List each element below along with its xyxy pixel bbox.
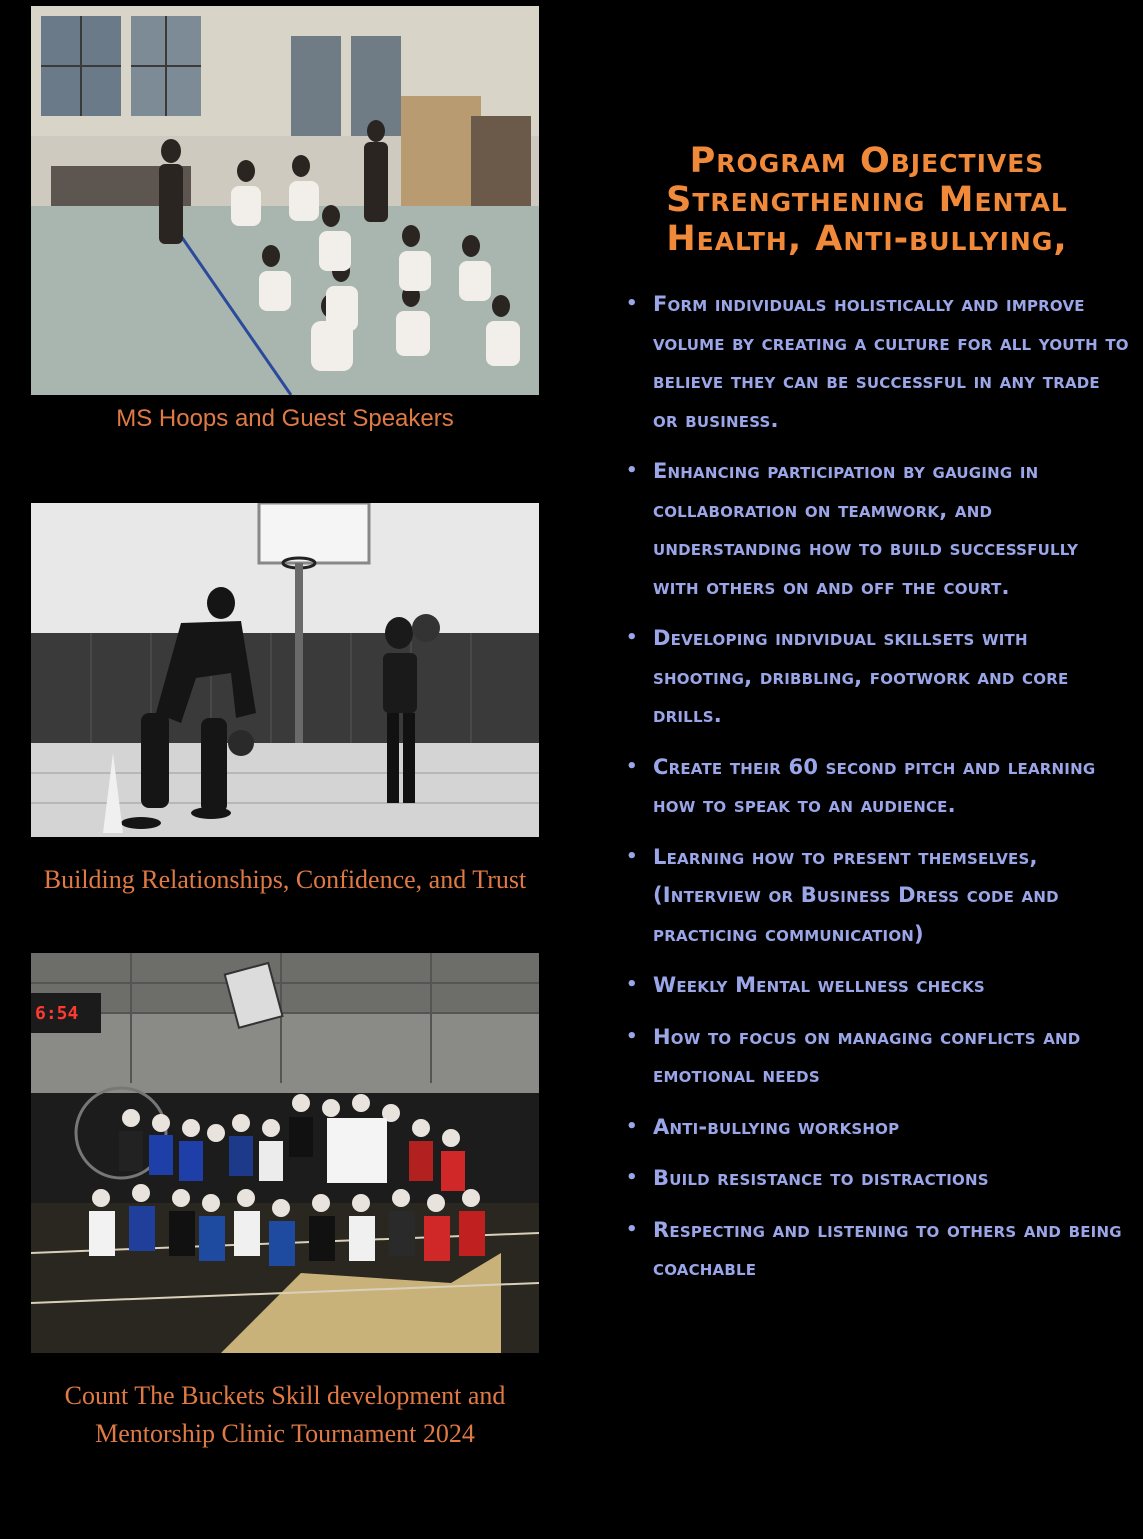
objectives-list	[626, 285, 1131, 1301]
objective-item: • Learning how to present themselves, (Interview or Business Dress code and practicing communication)	[626, 838, 1131, 954]
tournament-caption: Count The Buckets Skill development and Mentorship Clinic Tournament 2024	[64, 1381, 506, 1448]
objective-item: • Build resistance to distractions	[626, 1159, 1131, 1198]
objective-item: • Enhancing participation by gauging in collaboration on teamwork, and understanding how to build successfully with others on and off the court.	[626, 452, 1131, 606]
objective-item: • Form individuals holistically and improve volume by creating a culture for all youth to believe they can be successful in any trade or business.	[626, 285, 1131, 439]
relationships-caption: Building Relationships, Confidence, and Trust	[43, 865, 527, 894]
coach-dribbling-photo	[31, 503, 539, 837]
objective-item: • Weekly Mental wellness checks	[626, 966, 1131, 1005]
objective-item: • Respecting and listening to others and being coachable	[626, 1211, 1131, 1288]
guest-speakers-photo	[31, 6, 539, 395]
guest-speakers-caption: MS Hoops and Guest Speakers	[116, 405, 454, 432]
objective-item: • How to focus on managing conflicts and emotional needs	[626, 1018, 1131, 1095]
objective-item: • Developing individual skillsets with shooting, dribbling, footwork and core drills.	[626, 619, 1131, 735]
tournament-team-photo	[31, 953, 539, 1353]
objective-item: • Create their 60 second pitch and learning how to speak to an audience.	[626, 748, 1131, 825]
objectives-title: Program Objectives Strengthening Mental Health, Anti-bullying,	[666, 141, 1068, 259]
scoreboard-time: 6:54	[35, 1003, 79, 1024]
objective-item: • Anti-bullying workshop	[626, 1108, 1131, 1147]
